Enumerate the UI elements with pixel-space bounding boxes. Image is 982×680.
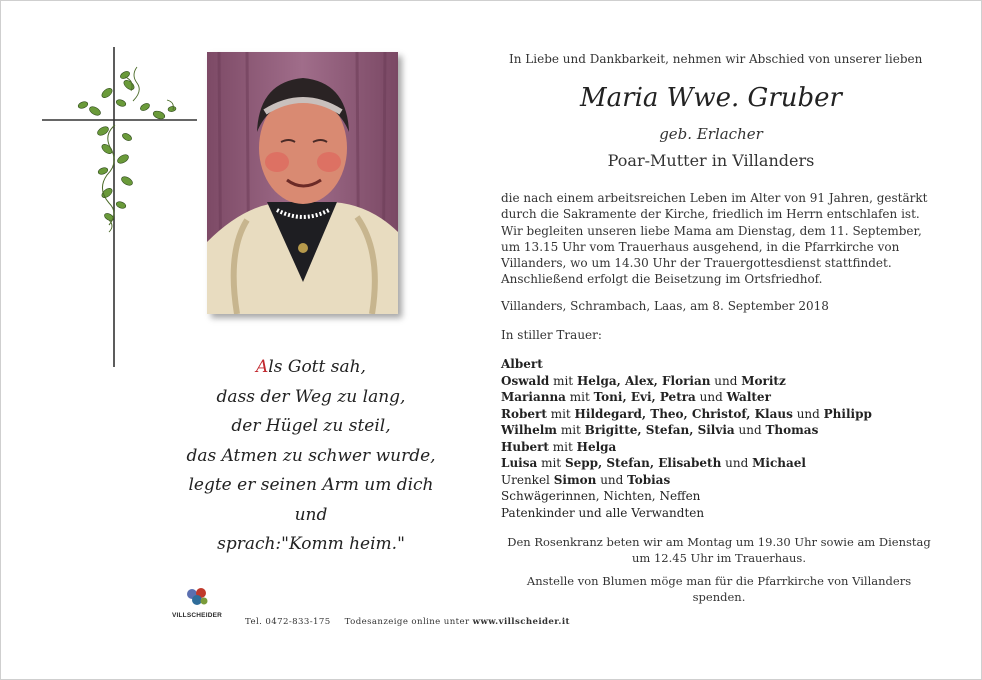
mourner-line bbox=[501, 455, 872, 472]
body-line: die nach einem arbeitsreichen Leben im Alter von 91 Jahren, gestärkt bbox=[501, 191, 928, 205]
mourner-text: mit bbox=[565, 390, 594, 404]
poem-line-text: ls Gott sah, bbox=[268, 357, 366, 377]
donation-line: Anstelle von Blumen möge man für die Pfarrkirche von Villanders bbox=[526, 574, 912, 588]
mourner-text: Hubert bbox=[501, 439, 549, 454]
mourner-text: mit bbox=[546, 406, 575, 421]
mourner-text: Tobias bbox=[627, 472, 671, 487]
mourner-line bbox=[501, 422, 872, 439]
mourner-text: und bbox=[792, 406, 824, 421]
rosary-notice bbox=[501, 534, 937, 566]
mourner-text: Moritz bbox=[741, 373, 786, 388]
mourner-text: Sepp, Stefan, Elisabeth bbox=[564, 456, 722, 470]
body-line: Wir begleiten unseren liebe Mama am Dienstag, dem 11. September, bbox=[501, 223, 922, 238]
mourner-text: Urenkel bbox=[501, 472, 554, 487]
mourning-heading: In stiller Trauer: bbox=[501, 328, 602, 342]
mourner-text: Hildegard, Theo, Christof, Klaus bbox=[574, 406, 793, 421]
mourner-line bbox=[501, 356, 872, 373]
announcement-body bbox=[501, 190, 928, 288]
mourner-text: mit bbox=[537, 456, 565, 470]
footer-online-label: Todesanzeige online unter bbox=[344, 617, 470, 627]
deceased-subtitle: Poar-Mutter in Villanders bbox=[607, 151, 815, 170]
mourner-line bbox=[501, 472, 872, 489]
mourner-text: Schwägerinnen, Nichten, Neffen bbox=[501, 489, 701, 503]
mourner-text: Simon bbox=[553, 472, 597, 487]
mourners-list bbox=[501, 356, 872, 521]
mourner-text: und bbox=[710, 373, 742, 388]
mourner-text: und bbox=[596, 472, 628, 487]
mourner-text: Wilhelm bbox=[501, 423, 557, 437]
mourner-text: mit bbox=[548, 439, 577, 454]
rosary-line: Den Rosenkranz beten wir am Montag um 19.30 Uhr sowie am Dienstag bbox=[507, 535, 931, 549]
mourner-text: Walter bbox=[726, 390, 771, 404]
body-line: Villanders, wo um 14.30 Uhr der Trauergottesdienst stattfindet. bbox=[501, 256, 892, 271]
poem-line: legte er seinen Arm um dich und bbox=[188, 475, 434, 525]
mourner-line bbox=[501, 505, 872, 522]
body-line: Anschließend erfolgt die Beisetzung im Ortsfriedhof. bbox=[501, 272, 823, 287]
mourner-text: Helga bbox=[576, 439, 617, 454]
mourner-text: Philipp bbox=[823, 406, 872, 421]
mourner-text: Thomas bbox=[765, 423, 819, 437]
ivy-cross-icon bbox=[37, 45, 202, 370]
poem-line: dass der Weg zu lang, bbox=[216, 386, 406, 407]
footer bbox=[245, 617, 570, 627]
mourner-text: Albert bbox=[501, 357, 543, 371]
mourner-text: mit bbox=[549, 373, 577, 388]
poem-line: sprach:"Komm heim." bbox=[217, 534, 405, 554]
mourner-text: und bbox=[734, 423, 766, 437]
mourner-text: Helga, Alex, Florian bbox=[576, 373, 711, 388]
mourner-text: Michael bbox=[752, 456, 806, 470]
mourner-text: Patenkinder und alle Verwandten bbox=[501, 505, 705, 520]
poem-initial: A bbox=[256, 357, 269, 377]
mourner-line bbox=[501, 439, 872, 456]
logo-brand-text: VILLSCHEIDER bbox=[171, 612, 223, 619]
footer-url[interactable]: www.villscheider.it bbox=[472, 617, 570, 627]
villscheider-logo bbox=[161, 586, 233, 623]
poem-line: der Hügel zu steil, bbox=[231, 416, 391, 436]
mourner-line bbox=[501, 373, 872, 390]
mourner-line bbox=[501, 488, 872, 505]
poem bbox=[171, 353, 451, 560]
mourner-text: Robert bbox=[501, 406, 547, 421]
maiden-name: geb. Erlacher bbox=[659, 125, 763, 143]
mourner-text: Oswald bbox=[501, 373, 550, 388]
mourner-text: und bbox=[695, 390, 727, 404]
mourner-text: und bbox=[721, 456, 753, 470]
flower-logo-icon bbox=[184, 586, 210, 608]
logo-tagline bbox=[161, 619, 233, 623]
body-line: um 13.15 Uhr vom Trauerhaus ausgehend, in die Pfarrkirche von bbox=[501, 239, 900, 254]
deceased-name: Maria Wwe. Gruber bbox=[580, 83, 842, 113]
poem-line bbox=[171, 353, 451, 383]
place-date: Villanders, Schrambach, Laas, am 8. September 2018 bbox=[501, 299, 829, 313]
poem-line: das Atmen zu schwer wurde, bbox=[186, 445, 436, 466]
donation-line: spenden. bbox=[692, 590, 746, 604]
mourner-text: Brigitte, Stefan, Silvia bbox=[584, 423, 735, 437]
mourner-line bbox=[501, 389, 872, 406]
footer-phone: Tel. 0472-833-175 bbox=[245, 617, 331, 627]
body-line: durch die Sakramente der Kirche, friedlich im Herrn entschlafen ist. bbox=[501, 207, 920, 222]
rosary-line: um 12.45 Uhr im Trauerhaus. bbox=[632, 551, 806, 565]
mourner-line bbox=[501, 406, 872, 423]
donation-notice bbox=[501, 573, 937, 605]
portrait-photo bbox=[207, 52, 398, 314]
intro-text: In Liebe und Dankbarkeit, nehmen wir Abschied von unserer lieben bbox=[509, 52, 923, 66]
mourner-text: mit bbox=[557, 423, 585, 437]
mourner-text: Marianna bbox=[501, 390, 566, 404]
mourner-text: Luisa bbox=[501, 456, 538, 470]
mourner-text: Toni, Evi, Petra bbox=[593, 390, 696, 404]
